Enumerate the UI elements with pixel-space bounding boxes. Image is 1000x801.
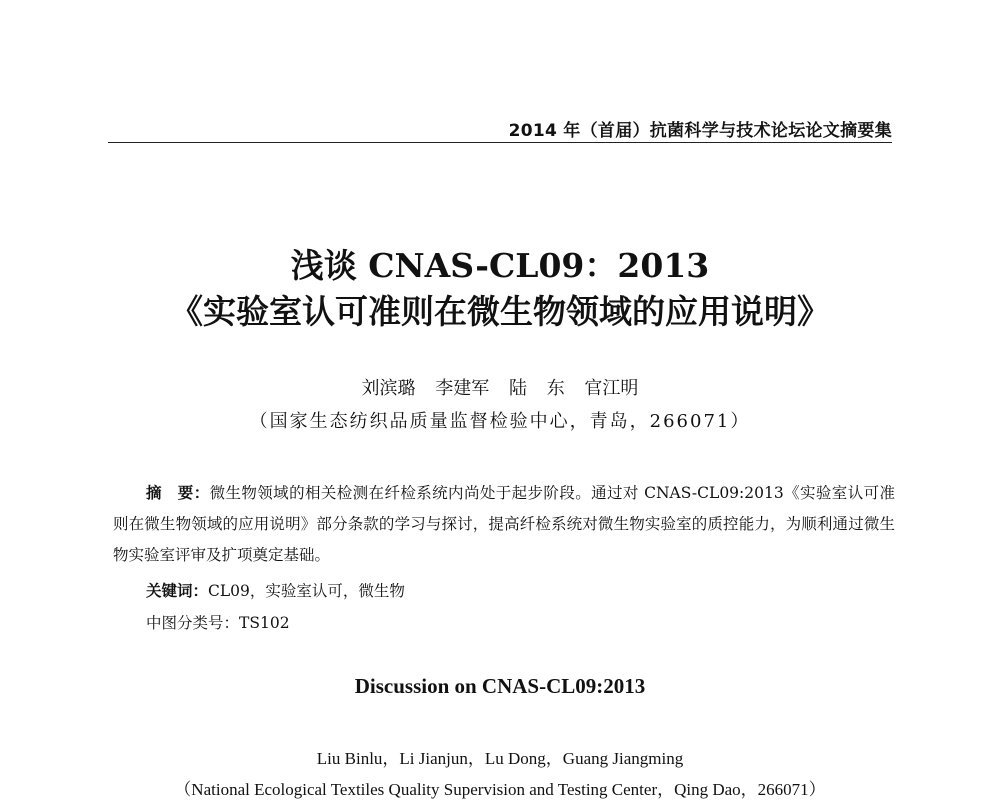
header-rule (108, 142, 892, 143)
classification-label: 中图分类号： (146, 614, 240, 632)
author-affiliation: （国家生态纺织品质量监督检验中心，青岛，266071） (249, 411, 751, 432)
keywords-text: CL09，实验室认可，微生物 (208, 582, 405, 600)
abstract-paragraph (113, 477, 895, 571)
paper-title-line-2: 《实验室认可准则在微生物领域的应用说明》 (170, 292, 830, 331)
abstract-text: 微生物领域的相关检测在纤检系统内尚处于起步阶段。通过对 CNAS-CL09:2013《实验室认可准则在微生物领域的应用说明》部分条款的学习与探讨，提高纤检系统对微生物实验室的质控能力，为顺利通过微生物实验室评审及扩项奠定基础。 (113, 484, 895, 564)
abstract-label: 摘 要： (146, 483, 210, 502)
keywords-line (146, 580, 405, 602)
english-authors: Liu Binlu，Li Jianjun，Lu Dong，Guang Jiangming (316, 749, 684, 768)
keywords-label: 关键词： (146, 581, 209, 600)
author-list: 刘滨璐 李建军 陆 东 官江明 (361, 378, 639, 399)
english-affiliation: （National Ecological Textiles Quality Supervision and Testing Center，Qing Dao，266071） (174, 780, 826, 799)
paper-title-line-1: 浅谈 CNAS-CL09：2013 (290, 246, 710, 285)
english-title: Discussion on CNAS-CL09:2013 (354, 674, 646, 698)
classification-text: TS102 (239, 614, 290, 632)
classification-line (146, 612, 290, 634)
running-header: 2014 年（首届）抗菌科学与技术论坛论文摘要集 (508, 121, 892, 141)
